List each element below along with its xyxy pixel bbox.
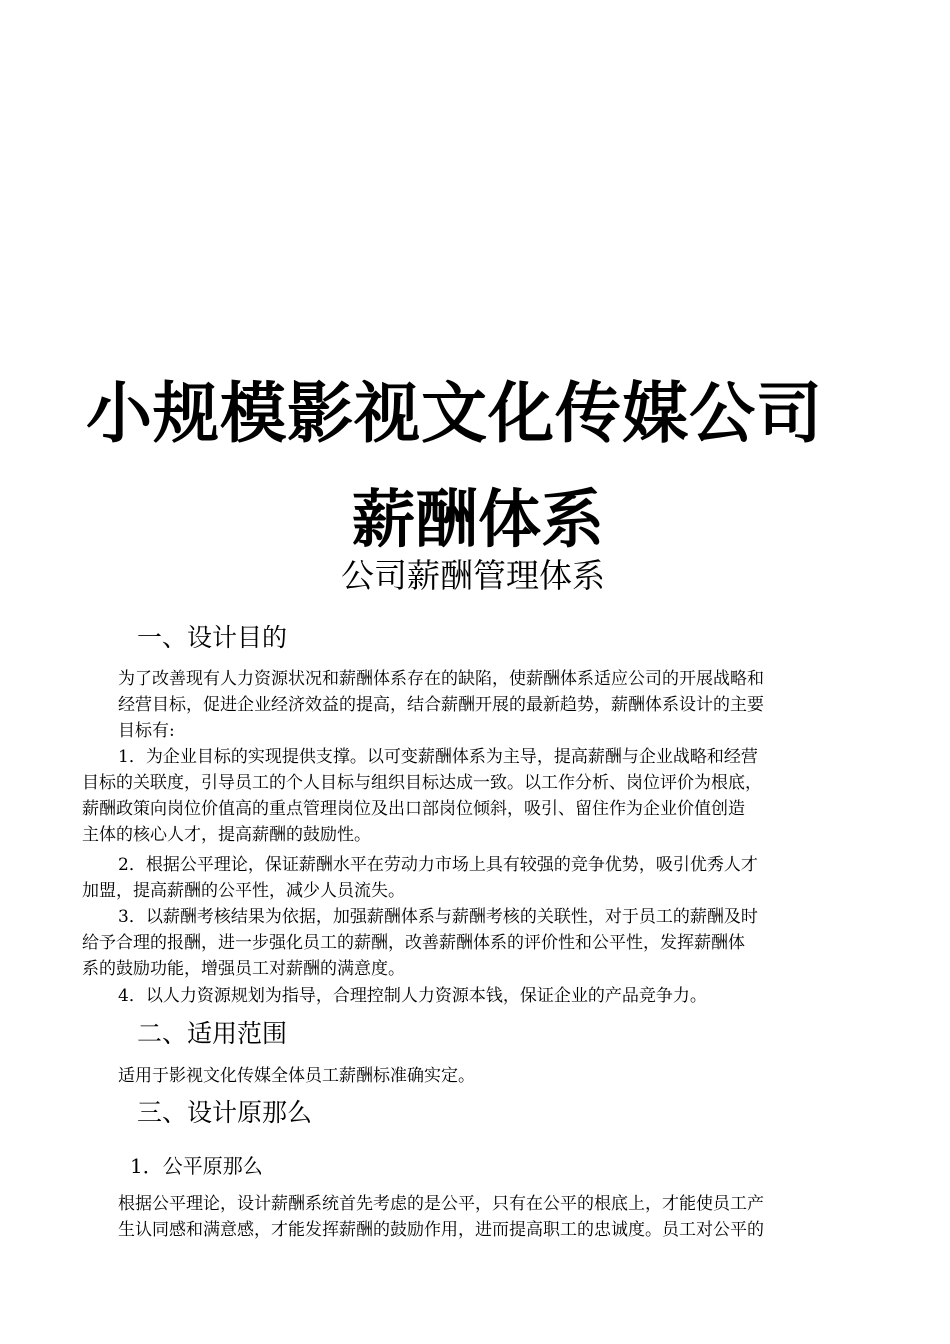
text-line: 生认同感和满意感，才能发挥薪酬的鼓励作用，进而提高职工的忠诚度。员工对公平的 [118, 1220, 764, 1240]
text-line: 目标的关联度，引导员工的个人目标与组织目标达成一致。以工作分析、岗位评价为根底， [82, 773, 762, 793]
list-item-2 [82, 852, 758, 904]
list-item-1 [82, 744, 762, 848]
text-line: 根据公平理论，设计薪酬系统首先考虑的是公平，只有在公平的根底上，才能使员工产 [118, 1194, 764, 1214]
list-item-4 [82, 983, 707, 1009]
text-line: 系的鼓励功能，增强员工对薪酬的满意度。 [82, 959, 405, 979]
text-line: 薪酬政策向岗位价值高的重点管理岗位及出口部岗位倾斜，吸引、留住作为企业价值创造 [82, 799, 745, 819]
text-line: 4．以人力资源规划为指导，合理控制人力资源本钱，保证企业的产品竞争力。 [118, 986, 707, 1006]
section-heading-scope: 二、适用范围 [137, 1019, 288, 1048]
document-title: 小规模影视文化传媒公司 [86, 375, 823, 452]
text-line: 目标有: [118, 721, 175, 741]
fairness-paragraph [118, 1191, 764, 1243]
section-heading-principles: 三、设计原那么 [137, 1098, 313, 1127]
document-subtitle: 公司薪酬管理体系 [341, 556, 605, 595]
document-title-line2: 薪酬体系 [352, 483, 604, 556]
text-line: 适用于影视文化传媒全体员工薪酬标准确实定。 [118, 1066, 475, 1086]
list-item-3 [82, 904, 758, 982]
text-line: 3．以薪酬考核结果为依据，加强薪酬体系与薪酬考核的关联性，对于员工的薪酬及时 [118, 907, 758, 927]
text-line: 主体的核心人才，提高薪酬的鼓励性。 [82, 825, 371, 845]
section-heading-design-purpose: 一、设计目的 [137, 623, 288, 652]
intro-paragraph [118, 666, 764, 744]
text-line: 为了改善现有人力资源状况和薪酬体系存在的缺陷，使薪酬体系适应公司的开展战略和 [118, 669, 764, 689]
text-line: 给予合理的报酬，进一步强化员工的薪酬，改善薪酬体系的评价性和公平性，发挥薪酬体 [82, 933, 745, 953]
text-line: 2．根据公平理论，保证薪酬水平在劳动力市场上具有较强的竞争优势，吸引优秀人才 [118, 855, 758, 875]
text-line: 经营目标，促进企业经济效益的提高，结合薪酬开展的最新趋势，薪酬体系设计的主要 [118, 695, 764, 715]
subheading-fairness-principle: 1．公平原那么 [130, 1154, 263, 1178]
scope-paragraph [118, 1063, 475, 1089]
text-line: 1．为企业目标的实现提供支撑。以可变薪酬体系为主导，提高薪酬与企业战略和经营 [118, 747, 758, 767]
text-line: 加盟，提高薪酬的公平性，减少人员流失。 [82, 881, 405, 901]
